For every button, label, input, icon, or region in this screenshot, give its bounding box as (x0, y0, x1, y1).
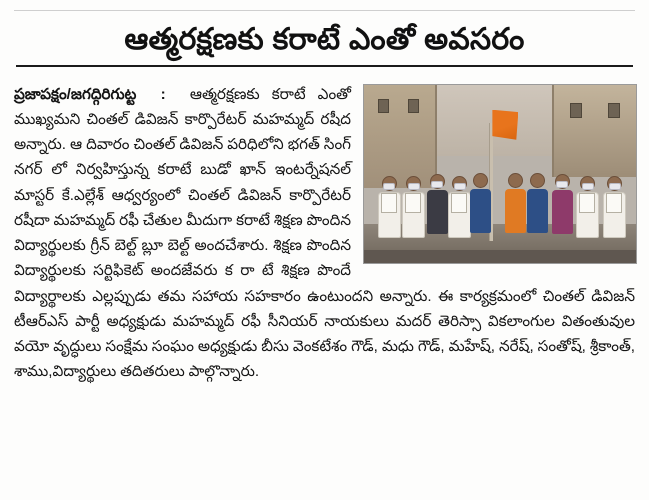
photo-person (378, 176, 401, 238)
karate-belt-distribution-group-photo (363, 84, 637, 264)
photo-window (608, 103, 620, 118)
top-divider (14, 10, 635, 11)
photo-person (470, 173, 491, 233)
photo-person (603, 176, 626, 238)
photo-person (527, 173, 548, 233)
photo-building-left (364, 85, 437, 188)
article-figure (363, 84, 635, 264)
photo-person (505, 173, 526, 233)
photo-building-right (552, 85, 636, 178)
photo-person (576, 176, 599, 238)
article-body-wrapper (14, 82, 635, 400)
byline-place: ప్రజాపక్షం/జగద్గిరిగుట్ట (14, 85, 137, 103)
byline-separator (136, 86, 160, 103)
photo-saffron-flag (492, 110, 518, 140)
photo-person (552, 174, 573, 234)
photo-window (378, 99, 389, 113)
photo-window (570, 103, 582, 118)
byline-colon: : (160, 85, 166, 103)
byline-gap (166, 86, 190, 103)
photo-person (448, 176, 471, 238)
headline-divider (16, 65, 633, 67)
photo-person (427, 174, 448, 234)
article-paragraph: ఆత్మరక్షణకు కరాటే ఎంతో ముఖ్యమని చింతల్ డివిజన్ కార్పొరేటర్ మహమ్మద్ రషీద అన్నారు. ఆ దివారం చింతల్ డివిజన్ పరిధిలోని భగత్ సింగ్ నగర్ లో నిర్వహిస్తున్న కరాటే బుడో ఖాన్ ఇంటర్నేషనల్ మాస్టర్ కే.ఎల్లేశ్ ఆధ్వర్యంలో చింతల్ డివిజన్ కార్పొరేటర్ రషీదా మహమ్మద్ రఫీ చేతుల మీదుగా కరాటే శిక్షణ పొందిన విద్యార్థులకు గ్రీన్ బెల్ట్ బ్లూ బెల్ట్ అందచేశారు. శిక్షణ పొందిన విద్యార్థులకు సర్టిఫికెట్ అందజేవరు క రా టే శిక్షణ పొందే విద్యార్థాలకు ఎల్లప్పుడు తమ సహాయ సహకారం ఉంటుందని అన్నారు. ఈ కార్యక్రమంలో చింతల్ డివిజన్ టీఆర్ఎస్ పార్టీ అధ్యక్షుడు మహమ్మద్ రఫీ సీనియర్ నాయకులు మదర్ తెరిస్సా వికలాంగుల వితంతువుల వయో వృద్ధులు సంక్షేమ సంఘం అధ్యక్షుడు బీసు వెంకటేశం గౌడ్, మధు గౌడ్, మహేష్, నరేష్, సంతోష్, శ్రీకాంత్, శాము,విద్యార్థులు తదితరులు పాల్గొన్నారు. (14, 85, 635, 381)
photo-person (402, 176, 425, 238)
page-title: ఆత్మరక్షణకు కరాటే ఎంతో అవసరం (124, 23, 525, 56)
photo-window (408, 99, 419, 113)
photo-road (364, 250, 636, 262)
